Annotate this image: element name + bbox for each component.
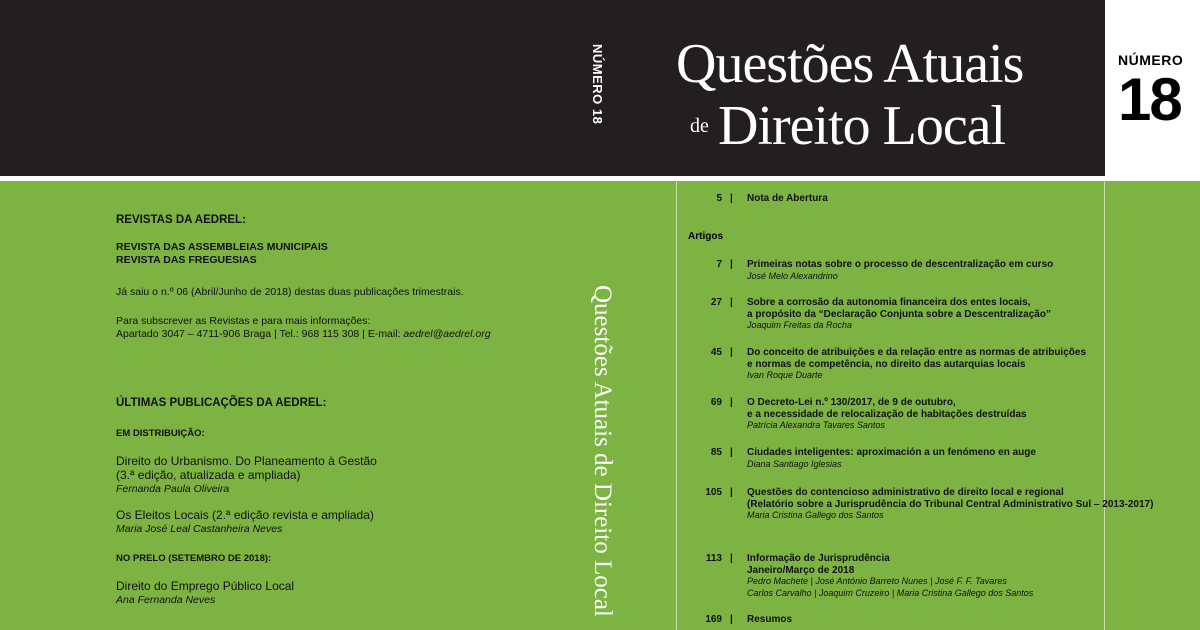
toc-page: 45: [710, 347, 722, 358]
toc-title-cont: Janeiro/Março de 2018: [747, 564, 855, 576]
journal-title-de: de: [690, 115, 709, 137]
toc-separator: |: [730, 614, 733, 625]
toc-author: Pedro Machete | José António Barreto Nunes | José F. F. Tavares: [747, 576, 1007, 586]
toc-page: 27: [710, 297, 722, 308]
toc-author: Maria Cristina Gallego dos Santos: [747, 510, 884, 520]
toc-page: 105: [705, 487, 722, 498]
ultimas-header: ÚLTIMAS PUBLICAÇÕES DA AEDREL:: [116, 397, 327, 409]
toc-title: O Decreto-Lei n.º 130/2017, de 9 de outubro,: [747, 397, 956, 408]
revista-freguesias: REVISTA DAS FREGUESIAS: [116, 254, 257, 266]
pub3-title: Direito do Emprego Público Local: [116, 579, 295, 593]
toc-title-cont: a propósito da “Declaração Conjunta sobre a Descentralização”: [747, 308, 1051, 320]
latest-issue-note: Já saiu o n.º 06 (Abril/Junho de 2018) destas duas publicações trimestrais.: [116, 286, 464, 298]
toc-title: Resumos: [747, 614, 793, 625]
pub3-author: Ana Fernanda Neves: [116, 594, 216, 606]
toc-author: José Melo Alexandrino: [747, 270, 838, 281]
pub1-author: Fernanda Paula Oliveira: [116, 483, 230, 495]
contact-details: Apartado 3047 – 4711-906 Braga | Tel.: 968 115 308 | E-mail:: [116, 328, 404, 340]
toc-title-cont: (Relatório sobre a Jurisprudência do Tribunal Central Administrativo Sul – 2013-2017): [747, 498, 1154, 510]
toc-title-cont: e a necessidade de relocalização de habitações destruídas: [747, 408, 1027, 420]
toc-title: Ciudades inteligentes: aproximación a un fenómeno en auge: [747, 447, 1036, 458]
pub2-author: Maria José Leal Castanheira Neves: [116, 523, 283, 535]
toc-author: Diana Santiago Iglesias: [747, 458, 842, 469]
spine-journal-title: Questões Atuais de Direito Local: [589, 285, 616, 617]
issue-number-value: 18: [1118, 66, 1181, 133]
toc-separator: |: [730, 553, 733, 564]
revista-assembleias: REVISTA DAS ASSEMBLEIAS MUNICIPAIS: [116, 241, 328, 253]
contact-info: [116, 328, 491, 341]
spine-front-divider: [676, 181, 677, 630]
toc-page: 69: [710, 397, 722, 408]
contact-email: aedrel@aedrel.org: [403, 328, 491, 340]
no-prelo-label: NO PRELO (SETEMBRO DE 2018):: [116, 553, 272, 564]
toc-separator: |: [730, 297, 733, 308]
pub1-subtitle: (3.ª edição, atualizada e ampliada): [116, 468, 301, 482]
toc-page: 169: [705, 614, 722, 625]
revistas-header: REVISTAS DA AEDREL:: [116, 214, 246, 226]
toc-separator: |: [730, 193, 733, 204]
toc-separator: |: [730, 447, 733, 458]
toc-title-cont: e normas de competência, no direito das autarquias locais: [747, 358, 1026, 370]
pub1-title: Direito do Urbanismo. Do Planeamento à Gestão: [116, 454, 377, 468]
journal-title-line1: Questões Atuais: [676, 33, 1024, 95]
toc-title: Primeiras notas sobre o processo de descentralização em curso: [747, 259, 1054, 270]
toc-separator: |: [730, 259, 733, 270]
front-edge-divider: [1104, 181, 1105, 630]
pub2-title: Os Eleitos Locais (2.ª edição revista e ampliada): [116, 508, 374, 522]
subscribe-info: Para subscrever as Revistas e para mais informações:: [116, 315, 371, 327]
toc-page: 85: [710, 447, 722, 458]
issue-number-label: NÚMERO: [1118, 52, 1184, 68]
toc-page: 113: [705, 553, 722, 564]
toc-page: 7: [716, 259, 722, 270]
toc-separator: |: [730, 347, 733, 358]
toc-author: Ivan Roque Duarte: [747, 370, 823, 380]
toc-title: Informação de Jurisprudência: [747, 553, 890, 564]
toc-page: 5: [716, 193, 722, 204]
em-distribuicao-label: EM DISTRIBUIÇÃO:: [116, 428, 205, 439]
toc-author: Patrícia Alexandra Tavares Santos: [747, 420, 885, 430]
toc-title: Nota de Abertura: [747, 193, 828, 204]
toc-author-cont: Carlos Carvalho | Joaquim Cruzeiro | Maria Cristina Gallego dos Santos: [747, 587, 1034, 598]
toc-title: Questões do contencioso administrativo de direito local e regional: [747, 487, 1064, 498]
toc-title: Sobre a corrosão da autonomia financeira dos entes locais,: [747, 297, 1031, 308]
toc-author: Joaquim Freitas da Rocha: [747, 320, 853, 330]
toc-separator: |: [730, 397, 733, 408]
toc-title: Do conceito de atribuições e da relação entre as normas de atribuições: [747, 347, 1087, 358]
toc-separator: |: [730, 487, 733, 498]
artigos-section-label: Artigos: [688, 231, 723, 242]
journal-title-line2: Direito Local: [718, 95, 1006, 157]
spine-issue-number: NÚMERO 18: [590, 44, 605, 125]
